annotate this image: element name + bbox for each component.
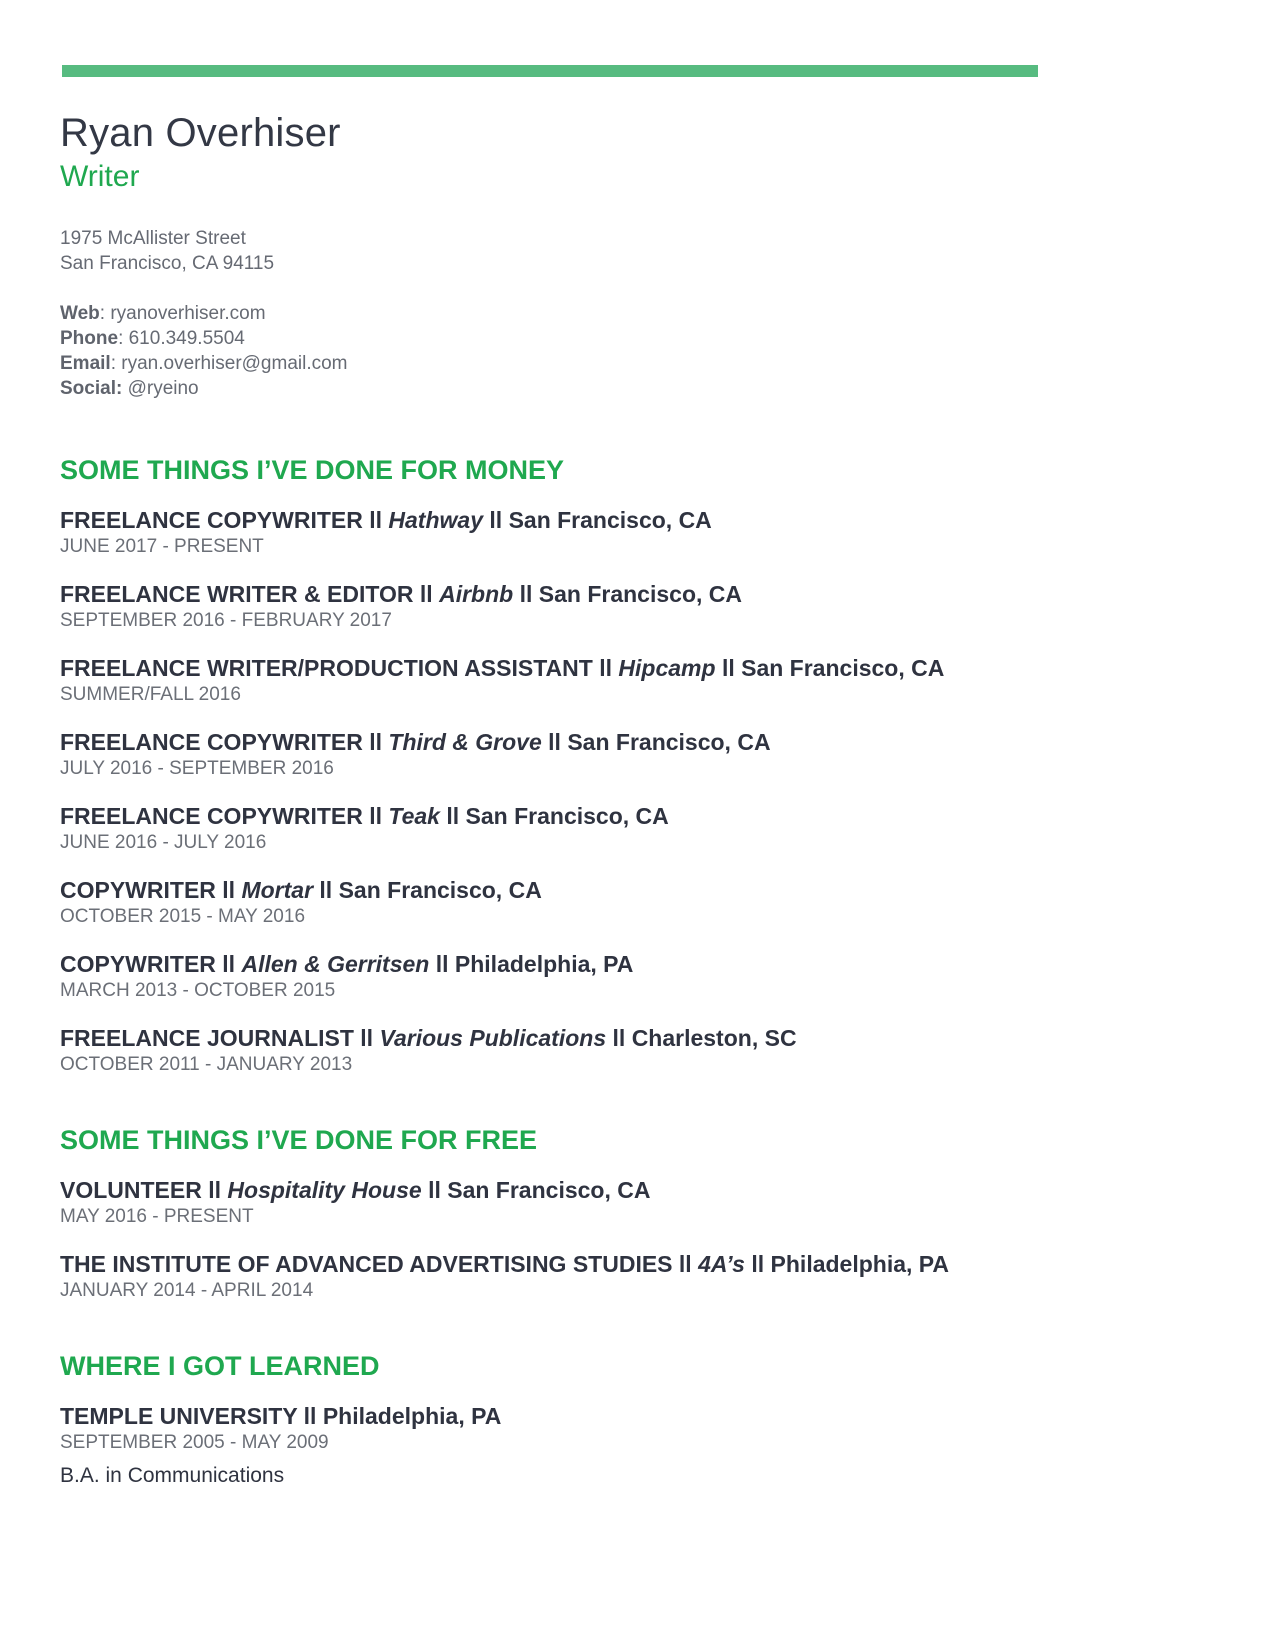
job-dates: SUMMER/FALL 2016	[60, 684, 241, 705]
job-title-line	[60, 949, 1160, 979]
job-dates: OCTOBER 2015 - MAY 2016	[60, 906, 306, 927]
contact-social-value: @ryeino	[122, 378, 199, 399]
separator: ll	[369, 803, 383, 829]
volunteer-location: Philadelphia, PA	[770, 1251, 950, 1277]
separator: ll	[599, 655, 613, 681]
job-title: COPYWRITER	[60, 951, 216, 977]
volunteer-entry	[60, 1175, 1160, 1229]
separator: ll	[222, 877, 236, 903]
job-location: San Francisco, CA	[741, 655, 945, 681]
employer: Various Publications	[379, 1025, 607, 1051]
volunteer-entry	[60, 1249, 1160, 1303]
job-location: Philadelphia, PA	[454, 951, 634, 977]
contact-email	[60, 351, 1160, 376]
job-location: San Francisco, CA	[538, 581, 742, 607]
job-title: COPYWRITER	[60, 877, 216, 903]
job-title-line	[60, 1023, 1160, 1053]
job-entry	[60, 1023, 1160, 1077]
job-title-line	[60, 727, 1160, 757]
contact-social	[60, 376, 1160, 401]
contact-email-value: : ryan.overhiser@gmail.com	[110, 353, 348, 374]
employer: Airbnb	[439, 581, 514, 607]
job-title-line	[60, 653, 1160, 683]
job-dates: JUNE 2016 - JULY 2016	[60, 832, 267, 853]
separator: ll	[360, 1025, 374, 1051]
person-name: Ryan Overhiser	[60, 111, 341, 155]
job-entry	[60, 949, 1160, 1003]
job-entry	[60, 801, 1160, 855]
job-location: Charleston, SC	[631, 1025, 797, 1051]
job-location: San Francisco, CA	[338, 877, 542, 903]
school-name: TEMPLE UNIVERSITY	[60, 1403, 298, 1429]
contact-phone	[60, 326, 1160, 351]
separator: ll	[751, 1251, 765, 1277]
degree: B.A. in Communications	[60, 1464, 285, 1487]
volunteer-title-line	[60, 1249, 1160, 1279]
contact-web-label: Web	[60, 303, 100, 324]
separator: ll	[489, 507, 503, 533]
separator: ll	[419, 581, 433, 607]
education-list	[60, 1401, 1160, 1489]
employer: Allen & Gerritsen	[241, 951, 430, 977]
address-line-1: 1975 McAllister Street	[60, 228, 246, 249]
education-entry	[60, 1401, 1160, 1489]
separator: ll	[678, 1251, 692, 1277]
employer: Mortar	[241, 877, 314, 903]
organization: 4A’s	[698, 1251, 745, 1277]
contact-phone-value: : 610.349.5504	[118, 328, 245, 349]
section-heading-volunteer-work: SOME THINGS I’VE DONE FOR FREE	[60, 1125, 538, 1155]
job-location: San Francisco, CA	[567, 729, 771, 755]
volunteer-title: VOLUNTEER	[60, 1177, 202, 1203]
school-dates: SEPTEMBER 2005 - MAY 2009	[60, 1432, 329, 1453]
job-entry	[60, 579, 1160, 633]
contact-web-value: : ryanoverhiser.com	[99, 303, 266, 324]
volunteer-dates: MAY 2016 - PRESENT	[60, 1206, 254, 1227]
volunteer-work-list	[60, 1175, 1160, 1303]
job-location: San Francisco, CA	[508, 507, 712, 533]
resume-page	[60, 108, 1160, 1509]
job-title: FREELANCE WRITER & EDITOR	[60, 581, 414, 607]
person-role: Writer	[60, 160, 140, 193]
job-location: San Francisco, CA	[465, 803, 669, 829]
job-title-line	[60, 505, 1160, 535]
employer: Hipcamp	[618, 655, 716, 681]
address-line-2: San Francisco, CA 94115	[60, 253, 275, 274]
volunteer-title: THE INSTITUTE OF ADVANCED ADVERTISING STUDIES	[60, 1251, 673, 1277]
job-entry	[60, 875, 1160, 929]
school-title-line	[60, 1401, 1160, 1431]
separator: ll	[369, 507, 383, 533]
separator: ll	[369, 729, 383, 755]
job-title: FREELANCE WRITER/PRODUCTION ASSISTANT	[60, 655, 593, 681]
header-accent-bar	[62, 65, 1038, 77]
job-title: FREELANCE COPYWRITER	[60, 729, 363, 755]
job-dates: OCTOBER 2011 - JANUARY 2013	[60, 1054, 353, 1075]
job-entry	[60, 727, 1160, 781]
organization: Hospitality House	[227, 1177, 422, 1203]
job-dates: MARCH 2013 - OCTOBER 2015	[60, 980, 336, 1001]
job-title-line	[60, 801, 1160, 831]
address-block	[60, 226, 1160, 276]
employer: Third & Grove	[388, 729, 542, 755]
paid-work-list	[60, 505, 1160, 1077]
separator: ll	[519, 581, 533, 607]
separator: ll	[303, 1403, 317, 1429]
job-dates: JULY 2016 - SEPTEMBER 2016	[60, 758, 334, 779]
job-title-line	[60, 875, 1160, 905]
employer: Teak	[388, 803, 440, 829]
job-dates: SEPTEMBER 2016 - FEBRUARY 2017	[60, 610, 392, 631]
separator: ll	[222, 951, 236, 977]
contact-block	[60, 301, 1160, 401]
separator: ll	[428, 1177, 441, 1203]
section-heading-education: WHERE I GOT LEARNED	[60, 1351, 380, 1381]
separator: ll	[721, 655, 735, 681]
separator: ll	[319, 877, 333, 903]
separator: ll	[435, 951, 449, 977]
job-title: FREELANCE COPYWRITER	[60, 803, 363, 829]
contact-phone-label: Phone	[60, 328, 119, 349]
separator: ll	[612, 1025, 626, 1051]
section-heading-paid-work: SOME THINGS I’VE DONE FOR MONEY	[60, 455, 565, 485]
contact-web	[60, 301, 1160, 326]
contact-social-label: Social:	[60, 378, 123, 399]
job-title: FREELANCE COPYWRITER	[60, 507, 363, 533]
job-entry	[60, 653, 1160, 707]
separator: ll	[208, 1177, 222, 1203]
separator: ll	[548, 729, 561, 755]
school-location: Philadelphia, PA	[322, 1403, 502, 1429]
job-dates: JUNE 2017 - PRESENT	[60, 536, 264, 557]
job-title: FREELANCE JOURNALIST	[60, 1025, 354, 1051]
volunteer-title-line	[60, 1175, 1160, 1205]
employer: Hathway	[388, 507, 483, 533]
volunteer-location: San Francisco, CA	[447, 1177, 651, 1203]
job-title-line	[60, 579, 1160, 609]
job-entry	[60, 505, 1160, 559]
separator: ll	[446, 803, 460, 829]
volunteer-dates: JANUARY 2014 - APRIL 2014	[60, 1280, 314, 1301]
contact-email-label: Email	[60, 353, 111, 374]
